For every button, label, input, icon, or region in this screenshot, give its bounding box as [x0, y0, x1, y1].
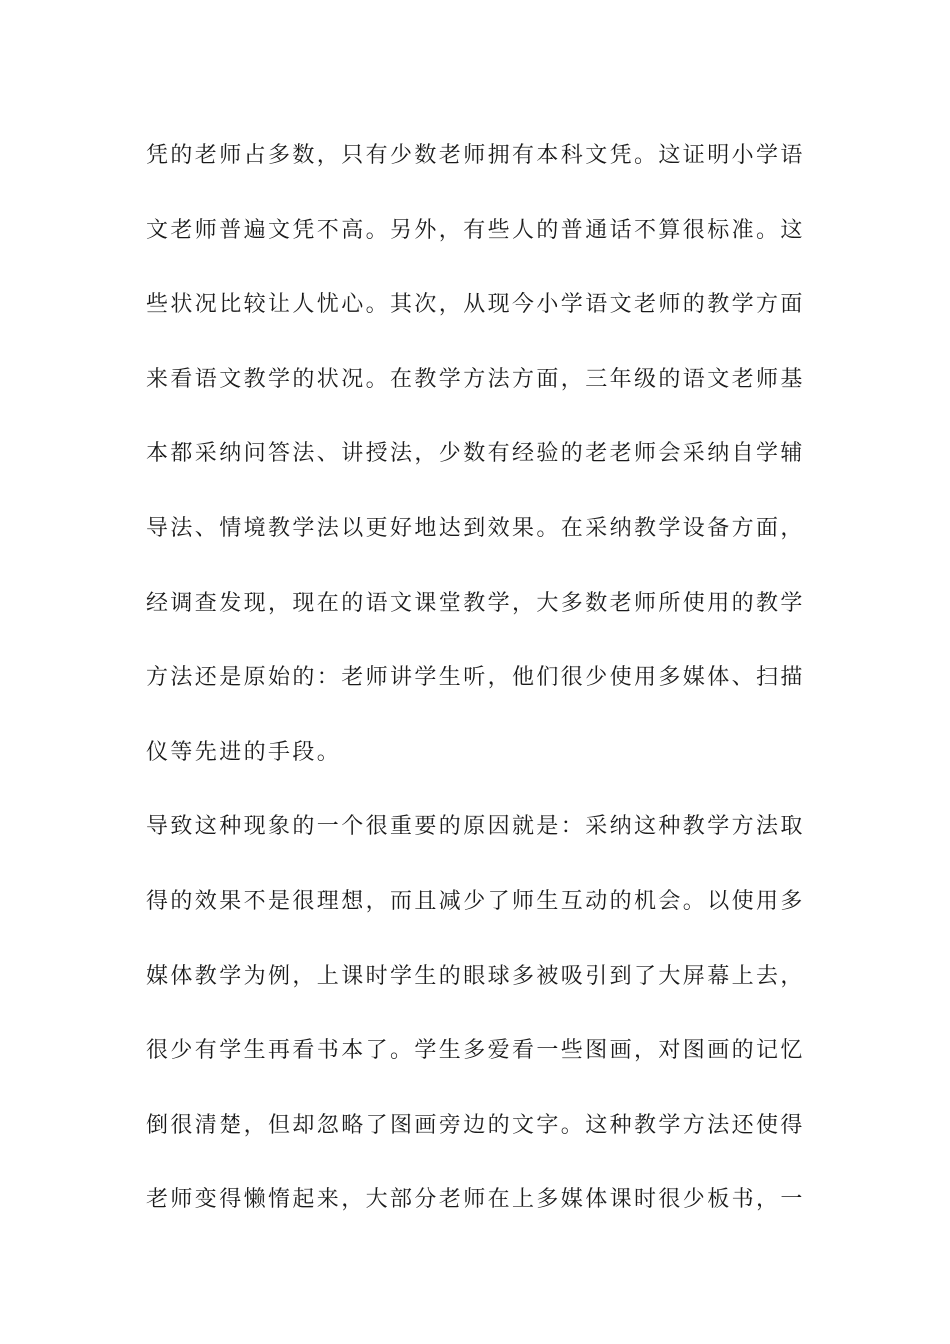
text-line: 经调查发现，现在的语文课堂教学，大多数老师所使用的教学	[146, 590, 805, 616]
text-line: 文老师普遍文凭不高。另外，有些人的普通话不算很标准。这	[146, 217, 805, 243]
text-line: 本都采纳问答法、讲授法，少数有经验的老老师会采纳自学辅	[146, 441, 805, 467]
text-line: 倒很清楚，但却忽略了图画旁边的文字。这种教学方法还使得	[146, 1112, 805, 1138]
text-line: 仪等先进的手段。	[146, 739, 342, 765]
document-body	[146, 132, 806, 1251]
text-line: 些状况比较让人忧心。其次，从现今小学语文老师的教学方面	[146, 292, 805, 318]
text-line: 凭的老师占多数，只有少数老师拥有本科文凭。这证明小学语	[146, 143, 805, 168]
text-line: 得的效果不是很理想，而且减少了师生互动的机会。以使用多	[146, 888, 805, 914]
text-line: 媒体教学为例，上课时学生的眼球多被吸引到了大屏幕上去，	[146, 963, 805, 989]
text-line: 导致这种现象的一个很重要的原因就是：采纳这种教学方法取	[146, 814, 805, 840]
text-line: 来看语文教学的状况。在教学方法方面，三年级的语文老师基	[146, 366, 805, 392]
text-line: 导法、情境教学法以更好地达到效果。在采纳教学设备方面，	[146, 515, 805, 541]
text-line: 老师变得懒惰起来，大部分老师在上多媒体课时很少板书，一	[146, 1187, 805, 1213]
text-line: 很少有学生再看书本了。学生多爱看一些图画，对图画的记忆	[146, 1038, 805, 1064]
text-line: 方法还是原始的：老师讲学生听，他们很少使用多媒体、扫描	[146, 665, 805, 691]
